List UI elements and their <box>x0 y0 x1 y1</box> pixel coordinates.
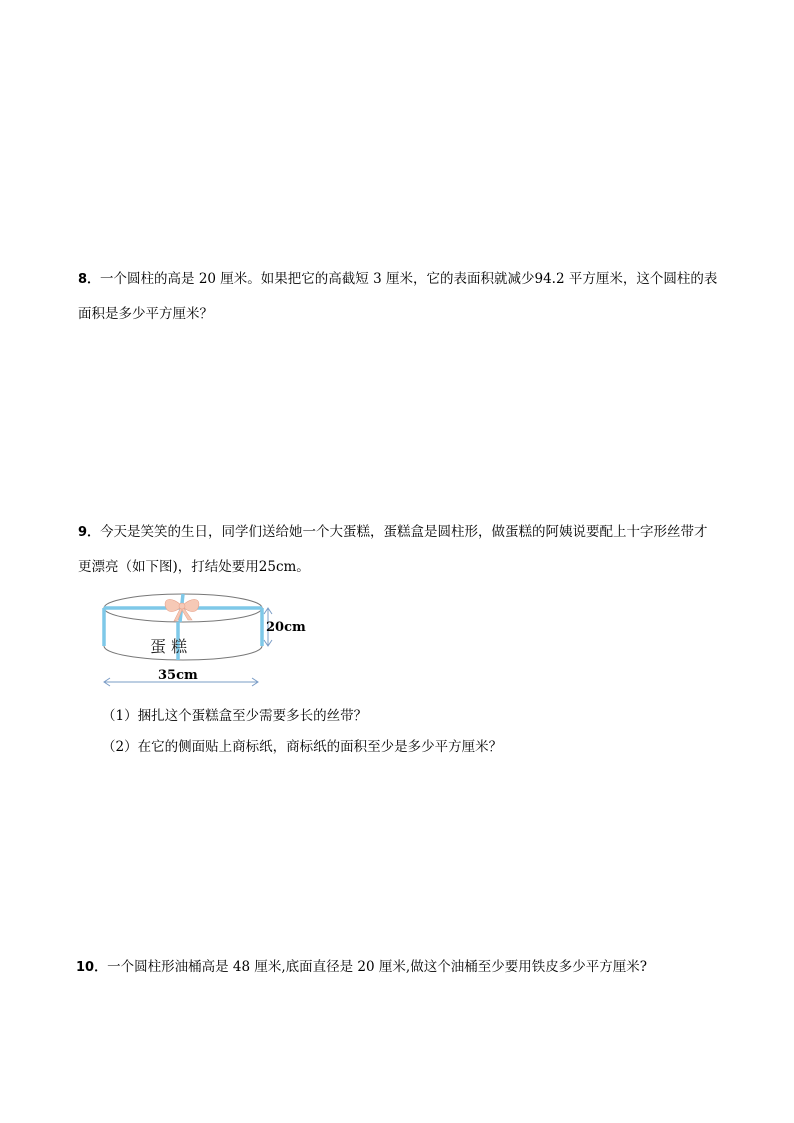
question-number: 8． <box>78 272 101 287</box>
question-text: 今天是笑笑的生日，同学们送给她一个大蛋糕，蛋糕盒是圆柱形，做蛋糕的阿姨说要配上十字形丝带才更漂亮（如下图)，打结处要用25cm。 <box>78 524 708 575</box>
cake-box-figure <box>96 584 336 690</box>
diameter-label: 35cm <box>158 668 198 683</box>
question-number: 9． <box>78 525 101 540</box>
question-8 <box>78 262 718 331</box>
question-9 <box>78 515 718 584</box>
question-number: 10． <box>76 960 108 975</box>
sub-question-2: （2）在它的侧面贴上商标纸，商标纸的面积至少是多少平方厘米？ <box>102 739 503 755</box>
question-text: 一个圆柱形油桶高是 48 厘米,底面直径是 20 厘米,做这个油桶至少要用铁皮多少平方厘米? <box>107 959 647 975</box>
question-text: 一个圆柱的高是 20 厘米。如果把它的高截短 3 厘米，它的表面积就减少94.2 平方厘米，这个圆柱的表面积是多少平方厘米？ <box>78 271 718 322</box>
cake-label: 蛋 糕 <box>150 637 188 656</box>
sub-question-1: （1）捆扎这个蛋糕盒至少需要多长的丝带？ <box>102 708 368 724</box>
height-label: 20cm <box>266 620 306 635</box>
question-10 <box>76 950 756 985</box>
